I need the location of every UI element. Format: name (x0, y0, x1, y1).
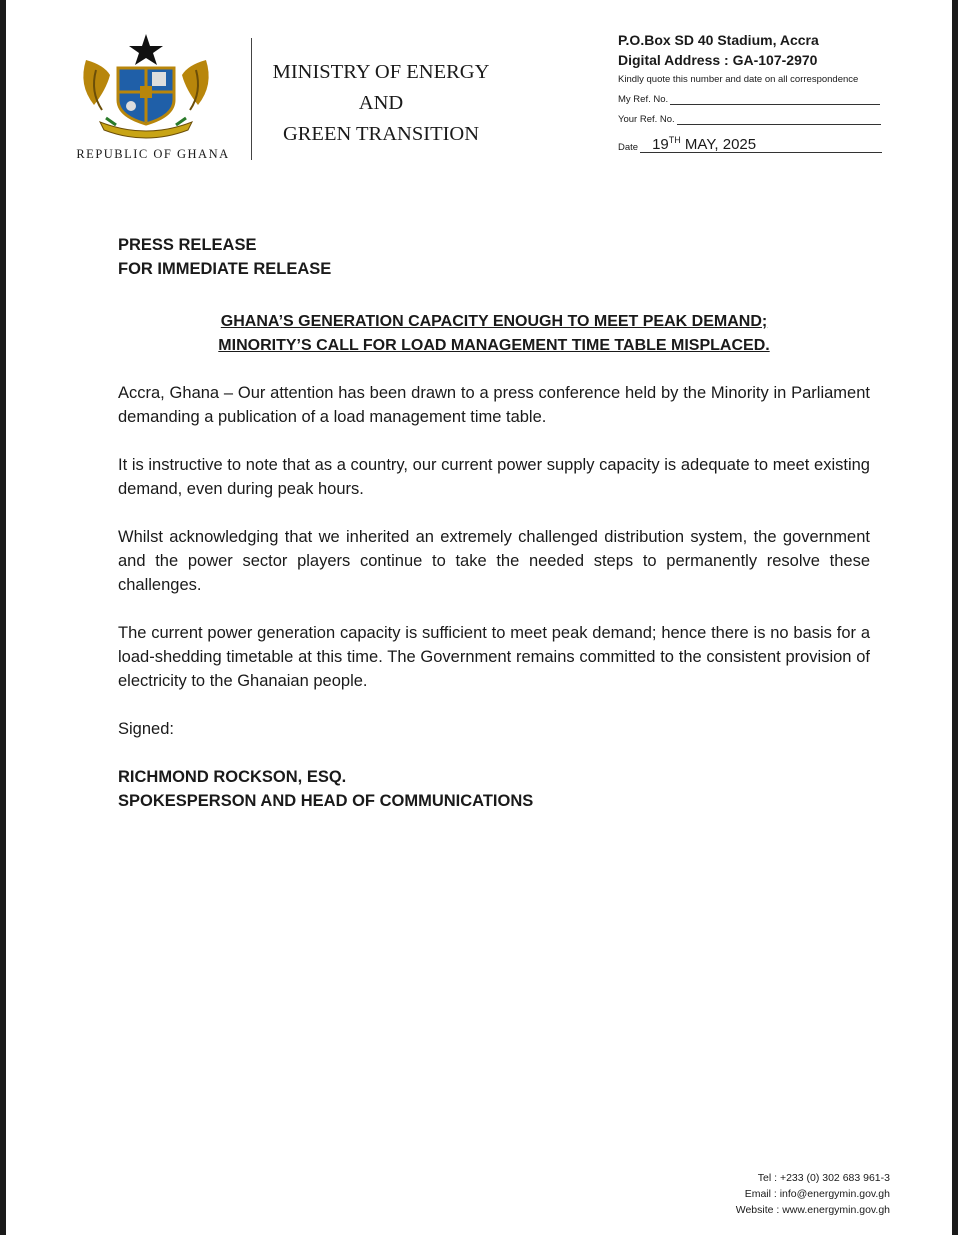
digital-address: Digital Address : GA-107-2970 (618, 52, 818, 68)
your-ref-label: Your Ref. No. (618, 114, 675, 125)
my-ref-label: My Ref. No. (618, 94, 669, 105)
ministry-line-3: GREEN TRANSITION (282, 123, 480, 145)
paragraph: The current power generation capacity is sufficient to meet peak demand; hence there is no basis for a load-shedding timetable at this time. The Government remains committed to the consistent provision of electricity to the Ghanaian people. (118, 624, 870, 690)
paragraph: Accra, Ghana – Our attention has been drawn to a press conference held by the Minority in Parliament demanding a publication of a load management time table. (118, 384, 870, 426)
immediate-release-label: FOR IMMEDIATE RELEASE (118, 260, 332, 278)
my-ref-line (670, 103, 880, 105)
signatory-name: RICHMOND ROCKSON, ESQ. (118, 768, 347, 786)
contact-footer (736, 1170, 890, 1218)
ministry-line-2: AND (358, 92, 404, 114)
paragraph: It is instructive to note that as a country, our current power supply capacity is adequate to meet existing demand, even during peak hours. (118, 456, 870, 498)
date-month-year: MAY, 2025 (680, 136, 757, 153)
signatory-title: SPOKESPERSON AND HEAD OF COMMUNICATIONS (118, 792, 534, 810)
ghana-coat-of-arms-icon (76, 30, 216, 142)
ministry-name (261, 57, 501, 150)
footer-email: Email : info@energymin.gov.gh (744, 1188, 890, 1200)
letter-page (6, 0, 952, 1235)
date-suffix: TH (668, 135, 681, 145)
my-ref-row (618, 94, 898, 105)
release-labels (118, 233, 870, 281)
date-value (640, 133, 882, 153)
reference-note: Kindly quote this number and date on all correspondence (618, 74, 859, 85)
release-body (118, 381, 870, 813)
date-label: Date (618, 142, 639, 153)
date-row (618, 133, 898, 153)
paragraph: Whilst acknowledging that we inherited an extremely challenged distribution system, the government and the power sector players continue to take the needed steps to permanently resolve these challenges. (118, 528, 870, 594)
country-label: REPUBLIC OF GHANA (76, 147, 230, 161)
postal-address: P.O.Box SD 40 Stadium, Accra (618, 32, 819, 48)
signed-label: Signed: (118, 720, 174, 738)
date-day: 19 (652, 136, 669, 153)
your-ref-row (618, 114, 898, 125)
press-release-label: PRESS RELEASE (118, 236, 257, 254)
address-block (618, 30, 898, 153)
ministry-line-1: MINISTRY OF ENERGY (272, 61, 490, 83)
release-title (118, 310, 870, 358)
title-line-2: MINORITY’S CALL FOR LOAD MANAGEMENT TIME TABLE MISPLACED. (218, 337, 770, 354)
header-divider (251, 38, 252, 160)
your-ref-line (677, 123, 881, 125)
title-line-1: GHANA’S GENERATION CAPACITY ENOUGH TO MEET PEAK DEMAND; (220, 313, 768, 330)
footer-website: Website : www.energymin.gov.gh (735, 1204, 890, 1216)
footer-tel: Tel : +233 (0) 302 683 961-3 (757, 1172, 890, 1184)
